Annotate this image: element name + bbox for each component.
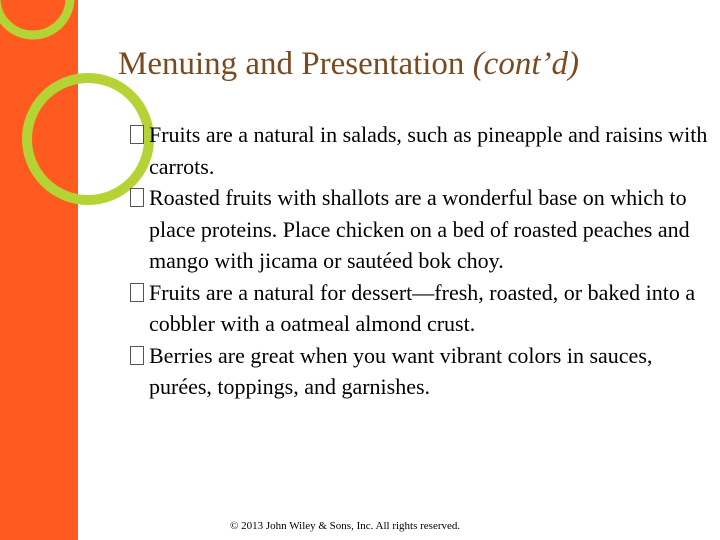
copyright-footer: © 2013 John Wiley & Sons, Inc. All rights reserved. bbox=[230, 520, 461, 532]
square-bullet-icon bbox=[130, 346, 144, 365]
slide-title-main: Menuing and Presentation bbox=[118, 46, 473, 82]
bullet-text: Fruits are a natural for dessert—fresh, roasted, or baked into a cobbler with a oatmeal almond crust. bbox=[149, 279, 696, 336]
square-bullet-icon bbox=[130, 125, 144, 144]
square-bullet-icon bbox=[130, 188, 144, 207]
bullet-item bbox=[130, 277, 710, 340]
bullet-item bbox=[130, 182, 710, 277]
bullet-text: Roasted fruits with shallots are a wonderful base on which to place proteins. Place chicken on a bed of roasted peaches and mango with jicama or sautéed bok choy. bbox=[149, 185, 690, 273]
bullet-item bbox=[130, 119, 710, 182]
slide-title-continued: (cont’d) bbox=[472, 46, 579, 82]
slide-title bbox=[118, 46, 708, 83]
bullet-list bbox=[130, 119, 710, 403]
decorative-ring-top bbox=[0, 0, 70, 35]
square-bullet-icon bbox=[130, 283, 144, 302]
bullet-item bbox=[130, 340, 710, 403]
bullet-text: Fruits are a natural in salads, such as pineapple and raisins with carrots. bbox=[149, 122, 708, 179]
bullet-text: Berries are great when you want vibrant colors in sauces, purées, toppings, and garnishes. bbox=[149, 342, 653, 399]
